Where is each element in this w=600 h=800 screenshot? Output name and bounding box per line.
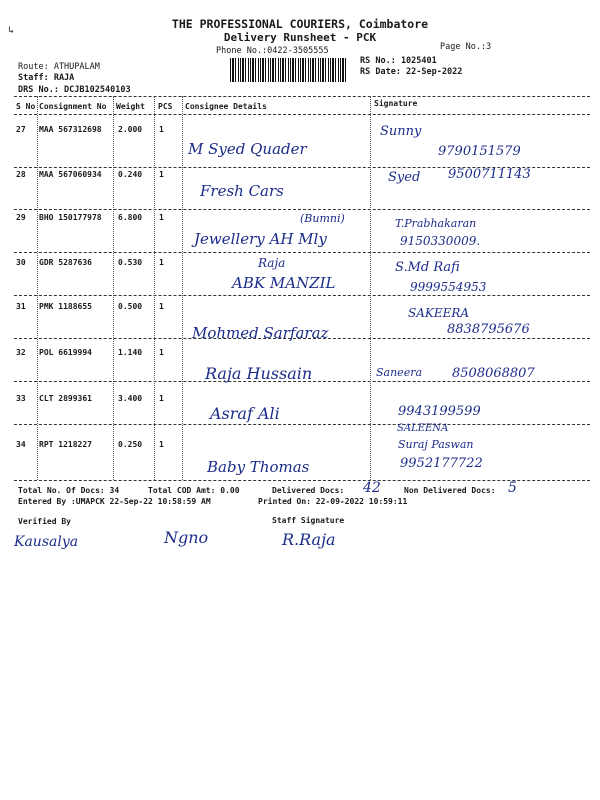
table-header-border xyxy=(14,114,590,115)
row-weight: 3.400 xyxy=(118,394,143,403)
row-pcs: 1 xyxy=(159,348,164,357)
entered-by: Entered By :UMAPCK 22-Sep-22 10:58:59 AM xyxy=(18,497,211,506)
row-consignee: M Syed Quader xyxy=(188,140,307,158)
col-header-weight: Weight xyxy=(116,102,145,111)
row-sno: 32 xyxy=(16,348,26,357)
non-delivered-docs-value: 5 xyxy=(508,480,517,496)
row-pcs: 1 xyxy=(159,125,164,134)
table-bottom-border xyxy=(14,480,590,481)
row-pcs: 1 xyxy=(159,258,164,267)
row-sno: 28 xyxy=(16,170,26,179)
row-divider xyxy=(14,424,590,425)
row-signature: S.Md Rafi xyxy=(395,260,460,275)
row-receiver-phone: 9150330009. xyxy=(400,234,481,248)
runsheet-title: Delivery Runsheet - PCK xyxy=(223,31,377,44)
row-consignee: Fresh Cars xyxy=(200,182,284,200)
row-weight: 1.140 xyxy=(118,348,143,357)
row-pcs: 1 xyxy=(159,440,164,449)
row-consignment: MAA 567060934 xyxy=(39,170,102,179)
row-signature: Suraj Paswan xyxy=(398,438,474,451)
row-weight: 0.530 xyxy=(118,258,143,267)
row-consignee: Mohmed Sarfaraz xyxy=(192,324,329,342)
col-header-consignment: Consignment No xyxy=(39,102,107,111)
verified-by-label: Verified By xyxy=(18,517,71,526)
company-title: THE PROFESSIONAL COURIERS, Coimbatore xyxy=(171,17,429,31)
row-receiver-phone: 9952177722 xyxy=(400,456,483,471)
staff-name: Staff: RAJA xyxy=(18,73,75,83)
table-top-border xyxy=(14,96,590,97)
row-receiver-phone: 8838795676 xyxy=(447,322,530,337)
corner-mark-icon: ↳ xyxy=(8,25,15,36)
col-header-signature: Signature xyxy=(374,99,418,108)
row-divider xyxy=(14,252,590,253)
row-signature: Saneera xyxy=(376,366,423,379)
delivered-docs-label: Delivered Docs: xyxy=(272,486,345,495)
row-receiver-phone: 9500711143 xyxy=(448,167,531,182)
total-cod: Total COD Amt: 0.00 xyxy=(148,486,240,495)
column-divider xyxy=(113,96,114,480)
row-consignment: MAA 567312698 xyxy=(39,125,102,134)
row-weight: 2.000 xyxy=(118,125,143,134)
row-sno: 34 xyxy=(16,440,26,449)
row-receiver-phone: 8508068807 xyxy=(452,366,535,381)
row-pcs: 1 xyxy=(159,394,164,403)
row-consignee: Jewellery AH Mly xyxy=(194,230,327,248)
printed-on: Printed On: 22-09-2022 10:59:11 xyxy=(258,497,408,506)
row-consignment: POL 6619994 xyxy=(39,348,92,357)
row-signature: T.Prabhakaran xyxy=(395,217,477,230)
column-divider xyxy=(154,96,155,480)
row-weight: 0.500 xyxy=(118,302,143,311)
row-receiver-phone: 9943199599 xyxy=(398,404,481,419)
row-consignee: Baby Thomas xyxy=(207,458,310,476)
total-docs: Total No. Of Docs: 34 xyxy=(18,486,120,495)
row-receiver-phone: 9790151579 xyxy=(438,144,521,159)
row-consignee: Raja Hussain xyxy=(205,364,313,383)
phone-number: Phone No.:0422-3505555 xyxy=(216,46,329,56)
row-consignment: RPT 1218227 xyxy=(39,440,92,449)
row-pcs: 1 xyxy=(159,302,164,311)
rs-date: RS Date: 22-Sep-2022 xyxy=(360,67,463,77)
row-consignee-note: (Bumni) xyxy=(300,212,345,225)
row-signature: Syed xyxy=(388,170,421,185)
row-pcs: 1 xyxy=(159,170,164,179)
barcode-icon xyxy=(230,58,348,82)
row-sno: 29 xyxy=(16,213,26,222)
row-sno: 27 xyxy=(16,125,26,134)
page-number: Page No.:3 xyxy=(440,42,492,52)
staff-signature-label: Staff Signature xyxy=(272,516,345,525)
row-sno: 31 xyxy=(16,302,26,311)
row-consignment: PMK 1188655 xyxy=(39,302,92,311)
col-header-pcs: PCS xyxy=(158,102,173,111)
row-consignee: Asraf Ali xyxy=(210,404,280,423)
row-weight: 0.240 xyxy=(118,170,143,179)
row-receiver-phone: 9999554953 xyxy=(410,280,487,294)
non-delivered-docs-label: Non Delivered Docs: xyxy=(404,486,496,495)
rs-number: RS No.: 1025401 xyxy=(360,56,437,66)
row-signature: Sunny xyxy=(380,124,422,139)
row-sno: 33 xyxy=(16,394,26,403)
verified-by-initials: Ngno xyxy=(164,528,209,547)
column-divider xyxy=(182,96,183,480)
row-weight: 6.800 xyxy=(118,213,143,222)
col-header-sno: S No xyxy=(16,102,36,111)
column-divider xyxy=(37,96,38,480)
row-signature: SALEENA xyxy=(397,423,449,434)
row-consignment: CLT 2899361 xyxy=(39,394,92,403)
col-header-consignee: Consignee Details xyxy=(185,102,267,111)
row-weight: 0.250 xyxy=(118,440,143,449)
staff-signature: R.Raja xyxy=(282,530,336,549)
row-divider xyxy=(14,209,590,210)
row-consignee: ABK MANZIL xyxy=(232,274,336,292)
column-divider xyxy=(370,96,371,480)
delivered-docs-value: 42 xyxy=(363,480,381,496)
row-pcs: 1 xyxy=(159,213,164,222)
verified-by-signature: Kausalya xyxy=(14,534,79,550)
row-signature: SAKEERA xyxy=(408,306,470,320)
row-sno: 30 xyxy=(16,258,26,267)
row-consignment: GDR 5287636 xyxy=(39,258,92,267)
route: Route: ATHUPALAM xyxy=(18,62,100,72)
drs-number: DRS No.: DCJB102540103 xyxy=(18,85,131,95)
row-consignee-note: Raja xyxy=(258,256,286,270)
row-consignment: BHO 150177978 xyxy=(39,213,102,222)
row-divider xyxy=(14,295,590,296)
